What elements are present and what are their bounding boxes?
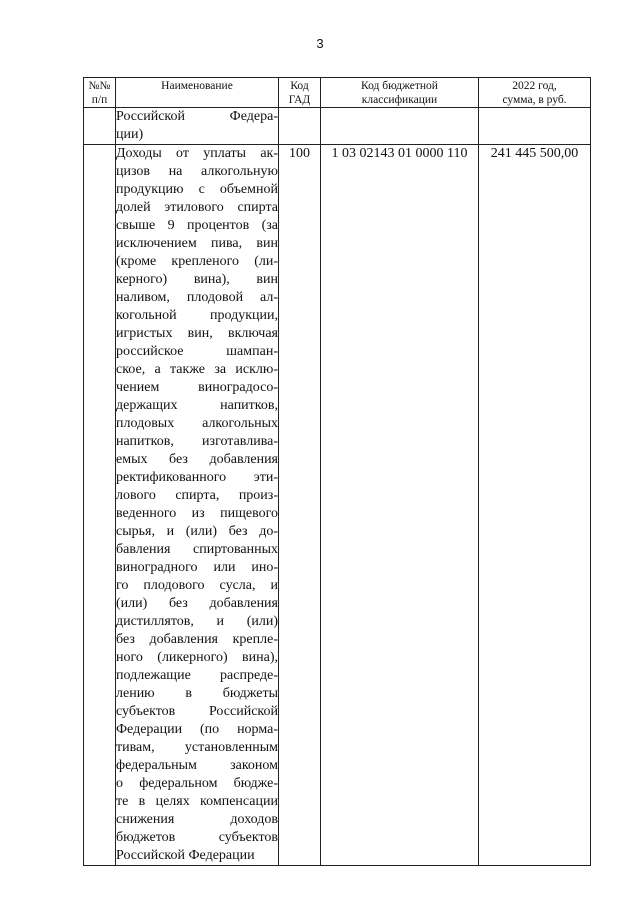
name-line: ректификованного эти-	[116, 470, 278, 485]
name-line: бавления спиртованных	[116, 542, 278, 557]
name-line: (или) без добавления	[116, 596, 278, 611]
name-line: подлежащие распреде-	[116, 668, 278, 683]
table-row	[84, 145, 591, 866]
header-number	[84, 78, 116, 108]
cell-name	[116, 108, 279, 145]
cell-gad-code: 100	[279, 145, 321, 866]
table-row	[84, 108, 591, 145]
name-line: Федерации (по норма-	[116, 722, 278, 737]
header-gad-code	[279, 78, 321, 108]
header-line: 2022 год,	[512, 80, 557, 92]
cell-name	[116, 145, 279, 866]
name-line: ское, а также за исклю-	[116, 362, 278, 377]
header-line: Код	[290, 80, 309, 92]
cell-number	[84, 108, 116, 145]
header-line: ГАД	[288, 94, 311, 106]
name-line: свыше 9 процентов (за	[116, 218, 278, 233]
name-line: цизов на алкогольную	[116, 164, 278, 179]
header-line: классификации	[361, 94, 438, 106]
name-line: сырья, и (или) без до-	[116, 524, 278, 539]
cell-amount	[479, 108, 591, 145]
name-line: без добавления крепле-	[116, 632, 278, 647]
name-line: федеральным законом	[116, 758, 278, 773]
name-line: напитков, изготавлива-	[116, 434, 278, 449]
name-line: чением виноградосо-	[116, 380, 278, 395]
cell-number	[84, 145, 116, 866]
name-line: дистиллятов, и (или)	[116, 614, 278, 629]
header-line: сумма, в руб.	[502, 94, 567, 106]
name-line: наливом, плодовой ал-	[116, 290, 278, 305]
name-line: субъектов Российской	[116, 704, 278, 719]
page-number: 3	[316, 36, 324, 51]
budget-table	[83, 77, 591, 866]
header-amount-2022	[479, 78, 591, 108]
name-line: снижения доходов	[116, 812, 278, 827]
header-line: Наименование	[161, 80, 233, 92]
header-line: п/п	[91, 94, 108, 106]
name-line: веденного из пищевого	[116, 506, 278, 521]
name-line: тивам, установленным	[116, 740, 278, 755]
name-line: когольной продукции,	[116, 308, 278, 323]
header-line: Код бюджетной	[361, 80, 438, 92]
name-line: лению в бюджеты	[116, 686, 278, 701]
name-line: те в целях компенсации	[116, 794, 278, 809]
header-name	[116, 78, 279, 108]
cell-amount: 241 445 500,00	[479, 145, 591, 866]
name-line: ного (ликерного) вина),	[116, 650, 278, 665]
name-line: Российской Федерации	[116, 848, 255, 863]
name-line: лового спирта, произ-	[116, 488, 278, 503]
header-row	[84, 78, 591, 108]
name-line: керного) вина), вин	[116, 272, 278, 287]
name-line: долей этилового спирта	[116, 200, 278, 215]
cell-budget-classification	[321, 108, 479, 145]
header-line: №№	[88, 80, 111, 92]
name-line: (кроме крепленого (ли-	[116, 254, 278, 269]
name-line: плодовых алкогольных	[116, 416, 278, 431]
name-line: ции)	[116, 127, 144, 142]
name-line: исключением пива, вин	[116, 236, 278, 251]
name-line: емых без добавления	[116, 452, 278, 467]
cell-budget-classification: 1 03 02143 01 0000 110	[321, 145, 479, 866]
name-line: держащих напитков,	[116, 398, 278, 413]
name-line: продукцию с объемной	[116, 182, 278, 197]
name-line: игристых вин, включая	[116, 326, 278, 341]
name-line: виноградного или ино-	[116, 560, 278, 575]
name-line: российское шампан-	[116, 344, 278, 359]
name-line: Доходы от уплаты ак-	[116, 146, 278, 161]
name-line: бюджетов субъектов	[116, 830, 278, 845]
name-line: о федеральном бюдже-	[116, 776, 278, 791]
cell-gad-code	[279, 108, 321, 145]
name-line: Российской Федера-	[116, 109, 278, 124]
header-budget-classification	[321, 78, 479, 108]
name-line: го плодового сусла, и	[116, 578, 278, 593]
